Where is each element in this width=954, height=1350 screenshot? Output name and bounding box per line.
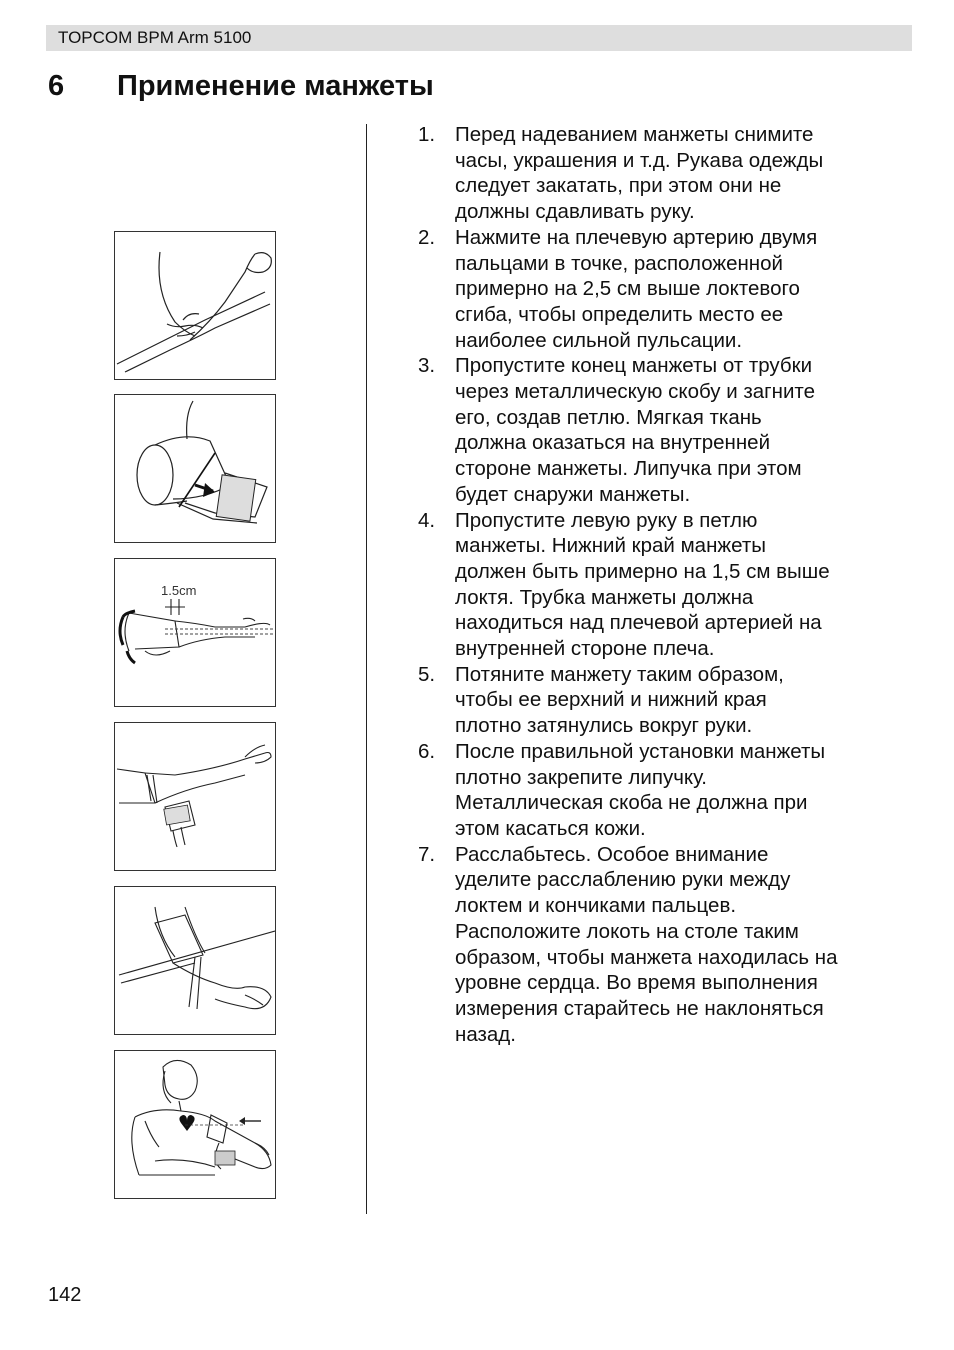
step-text: Перед надеванием манжеты снимите часы, украшения и т.д. Рукава одежды следует закатать, при этом они не должны сдавливать руку. xyxy=(455,123,824,224)
step-text: Потяните манжету таким образом, чтобы ее верхний и нижний края плотно затянулись вокруг руки. xyxy=(455,662,784,738)
step-item xyxy=(418,662,838,739)
step-number: 4. xyxy=(418,508,436,532)
step-item xyxy=(418,122,838,225)
step-number: 2. xyxy=(418,225,436,249)
arm-pulse-check-illustration xyxy=(115,232,275,379)
step-text: Нажмите на плечевую артерию двумя пальцами в точке, расположенной примерно на 2,5 см выше локтевого сгиба, чтобы определить место ее наиболее сильной пульсации. xyxy=(455,225,818,352)
step-number: 3. xyxy=(418,354,436,378)
seated-measurement-illustration xyxy=(115,1051,275,1198)
step-number: 7. xyxy=(418,842,436,866)
section-title: Применение манжеты xyxy=(117,70,434,102)
figure-cuff-fastened xyxy=(114,886,276,1035)
step-number: 5. xyxy=(418,662,436,686)
step-text: Расслабьтесь. Особое внимание уделите расслаблению руки между локтем и кончиками пальцев. Расположите локоть на столе таким образом, чтобы манжета находилась на уровне сердца. Во время выполнения измерения старайтесь не наклоняться назад. xyxy=(455,842,838,1046)
step-item xyxy=(418,739,838,842)
step-item xyxy=(418,353,838,507)
section-number: 6 xyxy=(48,70,65,102)
cuff-distance-label: 1.5cm xyxy=(161,583,197,598)
figure-cuff-position xyxy=(114,558,276,707)
step-item xyxy=(418,842,838,1048)
step-text: Пропустите конец манжеты от трубки через металлическую скобу и загните его, создав петлю. Мягкая ткань должна оказаться на внутренней стороне манжеты. Липучка при этом будет снаружи манжеты. xyxy=(455,354,815,506)
header-title: TOPCOM BPM Arm 5100 xyxy=(58,28,252,47)
page-number: 142 xyxy=(48,1284,82,1306)
figure-cuff-tighten xyxy=(114,722,276,871)
step-number: 1. xyxy=(418,123,436,146)
cuff-tighten-illustration xyxy=(115,723,275,870)
cuff-fastened-illustration xyxy=(115,887,275,1034)
instruction-steps xyxy=(418,122,838,1047)
step-item xyxy=(418,225,838,354)
step-text: Пропустите левую руку в петлю манжеты. Нижний край манжеты должен быть примерно на 1,5 см выше локтя. Трубка манжеты должна находиться над плечевой артерией на внутренней стороне плеча. xyxy=(455,508,830,661)
figure-arm-pulse-check xyxy=(114,231,276,380)
cuff-loop-illustration xyxy=(115,395,275,542)
figure-seated-measurement xyxy=(114,1050,276,1199)
cuff-position-illustration xyxy=(115,559,275,706)
step-number: 6. xyxy=(418,739,436,763)
step-item xyxy=(418,508,838,662)
column-divider xyxy=(366,124,367,1214)
step-text: После правильной установки манжеты плотно закрепите липучку. Металлическая скоба не должна при этом касаться кожи. xyxy=(455,739,826,840)
figure-cuff-loop xyxy=(114,394,276,543)
header-bar xyxy=(46,25,912,51)
